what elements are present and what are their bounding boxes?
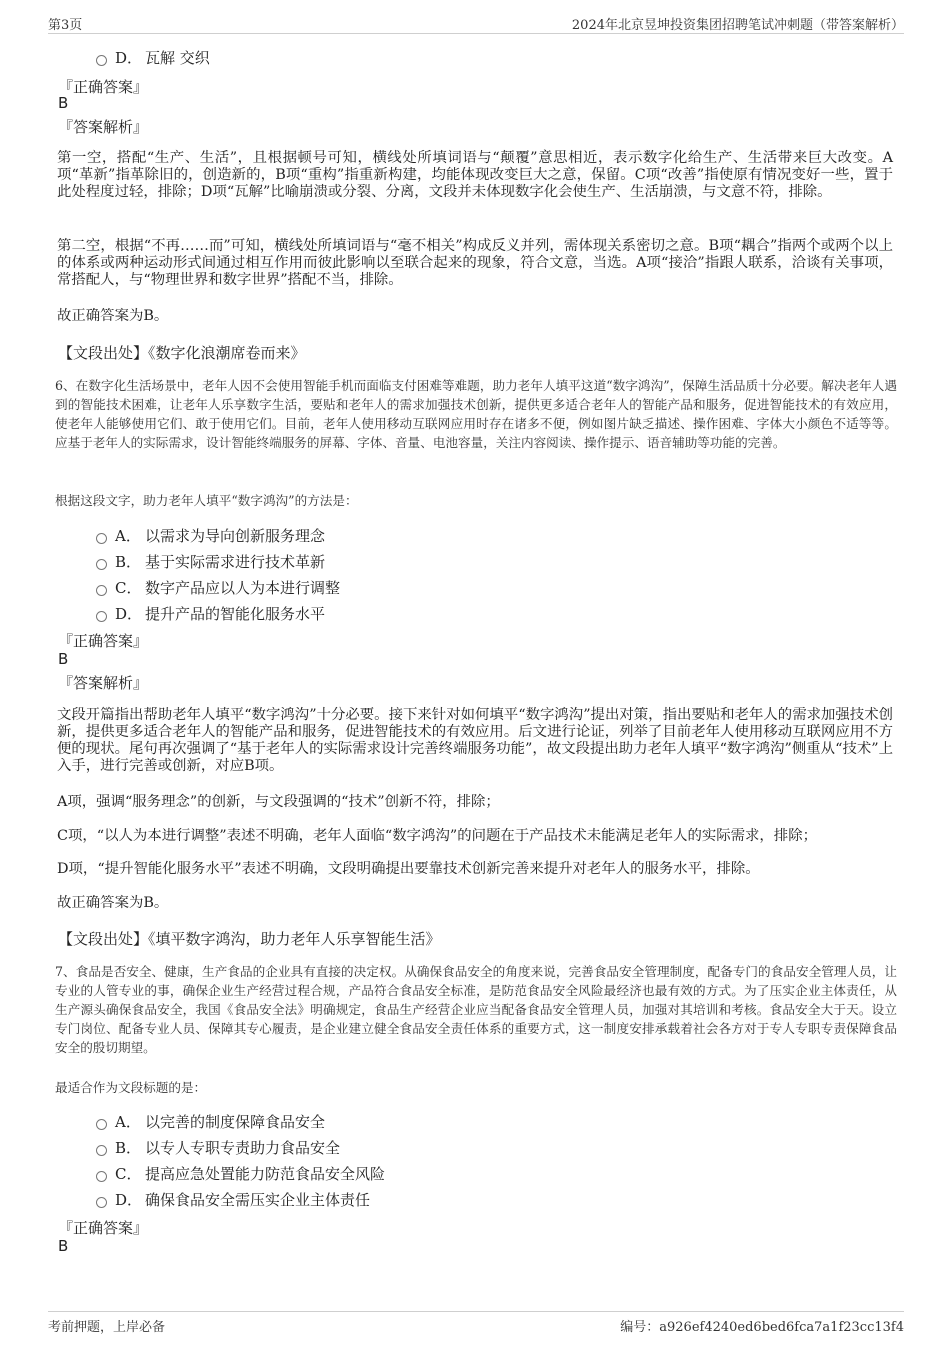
radio-icon[interactable]: [96, 1171, 107, 1182]
q5-analysis-paragraph-2: 第二空，根据“不再……而”可知，横线处所填词语与“毫不相关”构成反义并列，需体现关系密切之意。B项“耦合”指两个或两个以上的体系或两种运动形式间通过相互作用而彼此影响以至联合起来的现象，符合文意，当选。A项“接洽”指跟人联系，洽谈有关事项，常搭配人，与“物理世界和数字世界”搭配不当，排除。: [57, 238, 893, 288]
q5-answer: B: [58, 94, 69, 112]
option-key: D．: [115, 604, 143, 623]
option-text: 基于实际需求进行技术革新: [145, 552, 326, 571]
q6-analysis-paragraph-1: 文段开篇指出帮助老年人填平“数字鸿沟”十分必要。接下来针对如何填平“数字鸿沟”提出对策，指出要贴和老年人的需求加强技术创新，提供更多适合老年人的智能产品和服务，促进智能技术的有效应用。后文进行论证，列举了目前老年人使用移动互联网应用不方便的现状。尾句再次强调了“基于老年人的实际需求设计完善终端服务功能”，故文段提出助力老年人填平“数字鸿沟”侧重从“技术”上入手，进行完善或创新，对应B项。: [57, 707, 893, 774]
q7-option-a[interactable]: [96, 1110, 325, 1132]
q6-analysis-label: 『答案解析』: [58, 674, 149, 692]
option-text: 以完善的制度保障食品安全: [145, 1112, 326, 1131]
option-text: 提高应急处置能力防范食品安全风险: [145, 1164, 386, 1183]
page-header: [0, 0, 950, 32]
q7-prompt: 最适合作为文段标题的是：: [55, 1080, 207, 1095]
option-text: 以需求为导向创新服务理念: [145, 526, 326, 545]
q7-option-b[interactable]: [96, 1136, 340, 1158]
header-divider: [48, 33, 904, 34]
document-title: 2024年北京昱坤投资集团招聘笔试冲刺题（带答案解析）: [571, 18, 904, 33]
option-key: D．: [115, 1190, 143, 1209]
q6-stem: 6、在数字化生活场景中，老年人因不会使用智能手机而面临支付困难等难题，助力老年人填平这道“数字鸿沟”，保障生活品质十分必要。解决老年人遇到的智能技术困难，让老年人乐享数字生活，要贴和老年人的需求加强技术创新，提供更多适合老年人的智能产品和服务，促进智能技术的有效应用，使老年人能够使用它们、敢于使用它们。目前，老年人使用移动互联网应用时存在诸多不便，例如图片缺乏描述、操作困难、字体大小颜色不适等等。应基于老年人的实际需求，设计智能终端服务的屏幕、字体、音量、电池容量，关注内容阅读、操作提示、语音辅助等功能的完善。: [55, 378, 897, 450]
q6-answer-label: 『正确答案』: [58, 632, 149, 650]
q6-option-b[interactable]: [96, 550, 325, 572]
radio-icon[interactable]: [96, 611, 107, 622]
q6-analysis-option-a: A项，强调“服务理念”的创新，与文段强调的“技术”创新不符，排除；: [57, 794, 500, 810]
document-id: 编号：a926ef4240ed6bed6fca7a1f23cc13f4: [620, 1320, 904, 1335]
q6-answer: B: [58, 650, 69, 668]
q5-answer-label: 『正确答案』: [58, 78, 149, 96]
option-key: C．: [115, 578, 142, 597]
q5-option-d[interactable]: [96, 46, 210, 68]
q6-option-a[interactable]: [96, 524, 325, 546]
option-key: B．: [115, 1138, 142, 1157]
option-key: A．: [115, 526, 141, 545]
q7-answer-label: 『正确答案』: [58, 1219, 149, 1237]
q5-analysis-paragraph-1: 第一空，搭配“生产、生活”，且根据顿号可知，横线处所填词语与“颠覆”意思相近，表示数字化给生产、生活带来巨大改变。A项“革新”指革除旧的，创造新的，B项“重构”指重新构建，均能体现改变巨大之意，保留。C项“改善”指使原有情况变好一些，置于此处程度过轻，排除；D项“瓦解”比喻崩溃或分裂、分离，文段并未体现数字化会使生产、生活崩溃，与文意不符，排除。: [57, 150, 893, 200]
radio-icon[interactable]: [96, 585, 107, 596]
q6-conclusion: 故正确答案为B。: [57, 895, 169, 911]
option-text: 数字产品应以人为本进行调整: [145, 578, 341, 597]
option-text: 确保食品安全需压实企业主体责任: [145, 1190, 371, 1209]
q6-option-c[interactable]: [96, 576, 340, 598]
q5-source: 【文段出处】《数字化浪潮席卷而来》: [58, 344, 306, 362]
q7-option-c[interactable]: [96, 1162, 385, 1184]
radio-icon[interactable]: [96, 1119, 107, 1130]
option-key: A．: [115, 1112, 141, 1131]
option-key: C．: [115, 1164, 142, 1183]
q7-stem: 7、食品是否安全、健康，生产食品的企业具有直接的决定权。从确保食品安全的角度来说，完善食品安全管理制度，配备专门的食品安全管理人员，让专业的人管专业的事，确保企业生产经营过程合规，产品符合食品安全标准，是防范食品安全风险最经济也最有效的方式。为了压实企业主体责任，从生产源头确保食品安全，我国《食品安全法》明确规定，食品生产经营企业应当配备食品安全管理人员，加强对其培训和考核。食品安全大于天。设立专门岗位、配备专业人员、保障其专心履责，是企业建立健全食品安全责任体系的重要方式，这一制度安排承载着社会各方对于专人专职专责保障食品安全的殷切期望。: [55, 964, 897, 1055]
q7-answer: B: [58, 1237, 69, 1255]
radio-icon[interactable]: [96, 1197, 107, 1208]
q5-conclusion: 故正确答案为B。: [57, 308, 169, 324]
radio-icon[interactable]: [96, 533, 107, 544]
q6-prompt: 根据这段文字，助力老年人填平“数字鸿沟”的方法是：: [55, 493, 358, 508]
option-text: 瓦解 交织: [145, 48, 210, 67]
q6-analysis-option-d: D项，“提升智能化服务水平”表述不明确，文段明确提出要靠技术创新完善来提升对老年人的服务水平，排除。: [57, 861, 760, 877]
page-number: 第3页: [48, 18, 83, 33]
radio-icon[interactable]: [96, 559, 107, 570]
footer-divider: [48, 1311, 904, 1312]
q7-option-d[interactable]: [96, 1188, 370, 1210]
q6-source: 【文段出处】《填平数字鸿沟，助力老年人乐享智能生活》: [58, 930, 441, 948]
radio-icon[interactable]: [96, 1145, 107, 1156]
option-key: B．: [115, 552, 142, 571]
option-key: D．: [115, 48, 143, 67]
footer-slogan: 考前押题，上岸必备: [48, 1320, 166, 1335]
option-text: 以专人专职专责助力食品安全: [145, 1138, 341, 1157]
q6-analysis-option-c: C项，“以人为本进行调整”表述不明确，老年人面临“数字鸿沟”的问题在于产品技术未能满足老年人的实际需求，排除；: [57, 828, 817, 844]
option-text: 提升产品的智能化服务水平: [145, 604, 326, 623]
q5-analysis-label: 『答案解析』: [58, 118, 149, 136]
radio-icon[interactable]: [96, 55, 107, 66]
q6-option-d[interactable]: [96, 602, 325, 624]
